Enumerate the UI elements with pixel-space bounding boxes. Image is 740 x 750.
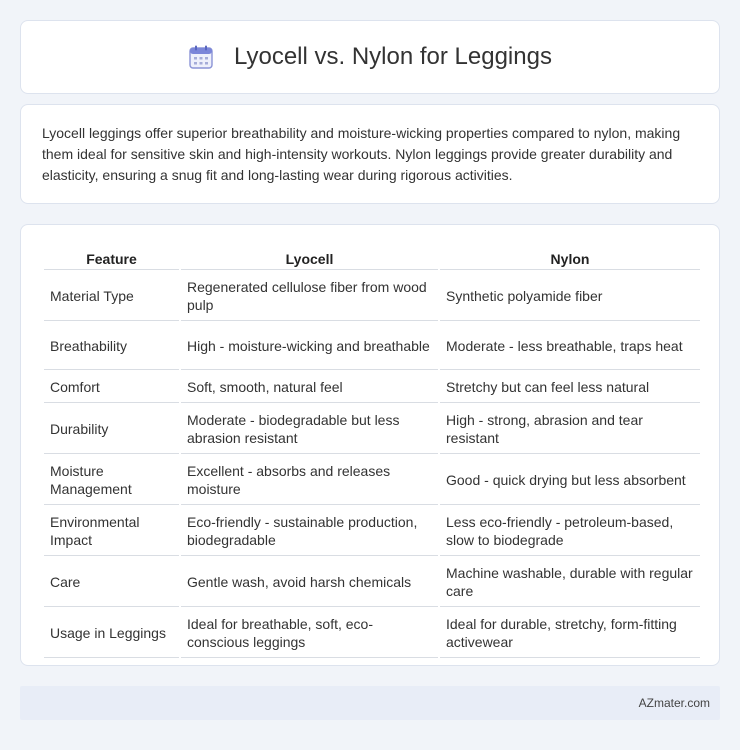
table-row <box>44 323 700 370</box>
feature-cell: Material Type <box>44 272 179 321</box>
nylon-cell: Less eco-friendly - petroleum-based, slow to biodegrade <box>440 507 700 556</box>
comparison-table-card <box>20 224 720 666</box>
nylon-cell: Stretchy but can feel less natural <box>440 372 700 403</box>
nylon-cell: Machine washable, durable with regular care <box>440 558 700 607</box>
nylon-cell: Synthetic polyamide fiber <box>440 272 700 321</box>
table-row <box>44 405 700 454</box>
feature-cell: Moisture Management <box>44 456 179 505</box>
summary-text: Lyocell leggings offer superior breathability and moisture-wicking properties compared to nylon, making them ideal for sensitive skin and high-intensity workouts. Nylon leggings provide greater durability and elasticity, ensuring a snug fit and long-lasting wear during rigorous activities. <box>42 125 681 183</box>
header-nylon: Nylon <box>440 245 700 270</box>
comparison-table <box>42 243 702 660</box>
feature-cell: Environmental Impact <box>44 507 179 556</box>
table-row <box>44 456 700 505</box>
lyocell-cell: Ideal for breathable, soft, eco-conscious leggings <box>181 609 438 658</box>
table-header-row <box>44 245 700 270</box>
header-lyocell: Lyocell <box>181 245 438 270</box>
footer <box>20 686 720 720</box>
lyocell-cell: Regenerated cellulose fiber from wood pulp <box>181 272 438 321</box>
nylon-cell: Ideal for durable, stretchy, form-fitting activewear <box>440 609 700 658</box>
feature-cell: Usage in Leggings <box>44 609 179 658</box>
lyocell-cell: Excellent - absorbs and releases moisture <box>181 456 438 505</box>
lyocell-cell: Soft, smooth, natural feel <box>181 372 438 403</box>
lyocell-cell: High - moisture-wicking and breathable <box>181 323 438 370</box>
table-row <box>44 372 700 403</box>
table-row <box>44 558 700 607</box>
lyocell-cell: Gentle wash, avoid harsh chemicals <box>181 558 438 607</box>
title-card <box>20 20 720 94</box>
feature-cell: Breathability <box>44 323 179 370</box>
table-row <box>44 609 700 658</box>
feature-cell: Comfort <box>44 372 179 403</box>
nylon-cell: Moderate - less breathable, traps heat <box>440 323 700 370</box>
nylon-cell: High - strong, abrasion and tear resistant <box>440 405 700 454</box>
lyocell-cell: Moderate - biodegradable but less abrasion resistant <box>181 405 438 454</box>
header-feature: Feature <box>44 245 179 270</box>
table-row <box>44 272 700 321</box>
lyocell-cell: Eco-friendly - sustainable production, biodegradable <box>181 507 438 556</box>
page-title: Lyocell vs. Nylon for Leggings <box>234 43 552 70</box>
table-row <box>44 507 700 556</box>
footer-source[interactable]: AZmater.com <box>638 696 710 710</box>
summary-card <box>20 104 720 204</box>
nylon-cell: Good - quick drying but less absorbent <box>440 456 700 505</box>
feature-cell: Durability <box>44 405 179 454</box>
feature-cell: Care <box>44 558 179 607</box>
calendar-icon <box>188 44 214 70</box>
